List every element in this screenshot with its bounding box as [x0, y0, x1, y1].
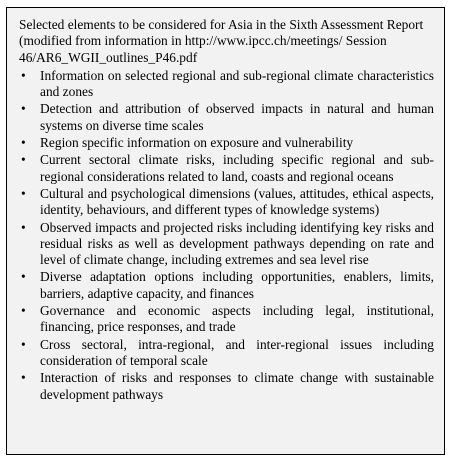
bullet-icon: • — [21, 101, 26, 117]
bullet-icon: • — [21, 67, 26, 83]
box-intro: Selected elements to be considered for Asia in the Sixth Assessment Report (modified from information in http://www.ipcc.ch/meetings/ Session 46/AR6_WGII_outlines_P46.pdf — [19, 17, 424, 65]
list-item — [19, 220, 434, 269]
list-item — [19, 370, 434, 403]
list-item-text: Cross sectoral, intra-regional, and inter-regional issues including consideration of temporal scale — [40, 336, 434, 368]
bullet-icon: • — [21, 370, 26, 386]
list-item-text: Current sectoral climate risks, including specific regional and sub-regional considerations related to land, coasts and regional oceans — [40, 152, 434, 184]
list-item-text: Information on selected regional and sub-regional climate characteristics and zones — [40, 67, 434, 100]
list-item — [19, 135, 434, 151]
list-item-text: Governance and economic aspects including legal, institutional, financing, price responses, and trade — [40, 303, 434, 335]
list-item-text: Observed impacts and projected risks including identifying key risks and residual risks as well as development pathways depending on rate and level of climate change, including extremes and sea level rise — [40, 219, 434, 268]
list-item — [19, 152, 434, 185]
list-item-text: Diverse adaptation options including opportunities, enablers, limits, barriers, adaptive capacity, and finances — [40, 269, 434, 301]
bullet-icon: • — [21, 152, 26, 168]
bullet-icon: • — [21, 269, 26, 285]
bullet-icon: • — [21, 336, 26, 352]
list-item — [19, 269, 434, 302]
list-item-text: Cultural and psychological dimensions (values, attitudes, ethical aspects, identity, behaviours, and different types of knowledge systems) — [40, 185, 434, 218]
list-item — [19, 303, 434, 336]
list-item-text: Detection and attribution of observed impacts in natural and human systems on diverse time scales — [40, 101, 434, 133]
list-item-text: Region specific information on exposure and vulnerability — [40, 135, 354, 151]
bullet-icon: • — [21, 135, 26, 151]
list-item-text: Interaction of risks and responses to climate change with sustainable development pathways — [40, 370, 434, 402]
list-item — [19, 68, 434, 101]
bullet-icon: • — [21, 185, 26, 201]
list-item — [19, 186, 434, 219]
bullet-icon: • — [21, 219, 26, 235]
bullet-icon: • — [21, 303, 26, 319]
list-item — [19, 337, 434, 370]
text-box — [6, 7, 445, 455]
element-list — [19, 68, 434, 403]
list-item — [19, 101, 434, 134]
